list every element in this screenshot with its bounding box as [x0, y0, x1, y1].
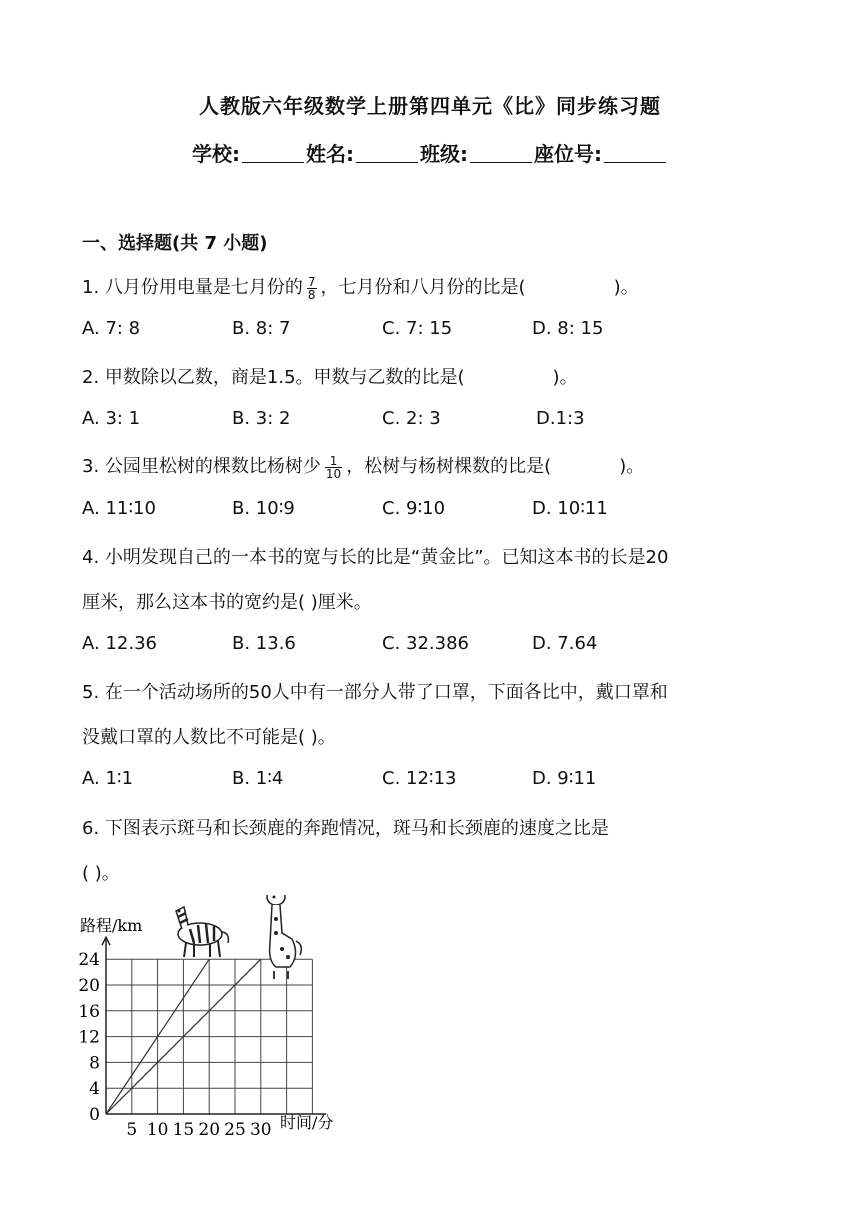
y-tick-label: 4	[89, 1079, 100, 1100]
zebra-icon	[176, 907, 228, 957]
question-3-end: )。	[619, 456, 645, 477]
question-3-suffix: ，松树与杨树棵数的比是(	[346, 456, 552, 477]
q4-option-d[interactable]: D. 7.64	[532, 633, 598, 654]
q1-option-a[interactable]: A. 7: 8	[82, 318, 141, 339]
x-axis-label: 时间/分	[280, 1113, 334, 1132]
student-info-line	[0, 138, 860, 167]
y-tick-label: 16	[78, 1001, 100, 1022]
q3-option-a[interactable]: A. 11∶10	[82, 498, 156, 519]
y-tick-label: 0	[89, 1105, 100, 1125]
question-4-line-2: 厘米，那么这本书的宽约是( )厘米。	[82, 592, 372, 613]
y-axis-label: 路程/km	[80, 916, 143, 935]
section-heading: 一、选择题(共 7 小题)	[82, 233, 268, 254]
q2-option-c[interactable]: C. 2: 3	[382, 408, 441, 429]
question-6-line-1: 6. 下图表示斑马和长颈鹿的奔跑情况，斑马和长颈鹿的速度之比是	[82, 818, 609, 839]
q5-option-a[interactable]: A. 1∶1	[82, 768, 134, 789]
x-tick-label: 5	[126, 1120, 138, 1140]
y-tick-label: 12	[78, 1027, 100, 1048]
x-tick-label: 10	[146, 1120, 169, 1140]
x-tick-label: 20	[198, 1120, 221, 1140]
q4-option-a[interactable]: A. 12.36	[82, 633, 157, 654]
question-1-fraction	[307, 276, 317, 301]
y-tick-label: 8	[89, 1053, 100, 1074]
fraction-numerator: 7	[307, 274, 316, 289]
seat-label: 座位号:	[534, 142, 602, 166]
x-tick-label: 25	[224, 1120, 246, 1140]
x-tick-label: 30	[249, 1120, 272, 1140]
name-blank[interactable]	[356, 144, 418, 163]
q3-option-b[interactable]: B. 10∶9	[232, 498, 295, 519]
school-label: 学校:	[192, 142, 240, 166]
y-tick-label: 20	[78, 976, 100, 996]
q1-option-b[interactable]: B. 8: 7	[232, 318, 291, 339]
distance-time-chart	[60, 895, 370, 1145]
q5-option-d[interactable]: D. 9∶11	[532, 768, 597, 789]
question-2-text: 2. 甲数除以乙数，商是1.5。甲数与乙数的比是(	[82, 367, 465, 388]
fraction-numerator: 1	[325, 455, 342, 468]
question-1	[82, 273, 639, 301]
q1-option-d[interactable]: D. 8: 15	[532, 318, 604, 339]
q5-option-b[interactable]: B. 1∶4	[232, 768, 284, 789]
fraction-denominator: 8	[307, 287, 316, 302]
question-5-line-1: 5. 在一个活动场所的50人中有一部分人带了口罩，下面各比中，戴口罩和	[82, 682, 668, 703]
q2-option-d[interactable]: D.1:3	[536, 408, 585, 429]
question-3-prefix: 3. 公园里松树的棵数比杨树少	[82, 456, 321, 477]
q4-option-b[interactable]: B. 13.6	[232, 633, 296, 654]
q1-option-c[interactable]: C. 7: 15	[382, 318, 453, 339]
question-3-fraction	[325, 455, 342, 480]
question-3	[82, 452, 644, 480]
x-tick-label: 15	[172, 1120, 195, 1140]
q5-option-c[interactable]: C. 12∶13	[382, 768, 457, 789]
school-blank[interactable]	[242, 144, 304, 163]
y-tick-label: 24	[78, 950, 100, 971]
question-1-end: )。	[613, 277, 639, 298]
question-6-line-2: ( )。	[82, 863, 120, 884]
page-title: 人教版六年级数学上册第四单元《比》同步练习题	[199, 94, 661, 118]
question-2-end: )。	[552, 367, 578, 388]
question-1-suffix: ，七月份和八月份的比是(	[320, 277, 526, 298]
q2-option-b[interactable]: B. 3: 2	[232, 408, 291, 429]
class-label: 班级:	[420, 142, 468, 166]
q4-option-c[interactable]: C. 32.386	[382, 633, 469, 654]
fraction-denominator: 10	[325, 466, 342, 481]
giraffe-icon	[267, 895, 301, 979]
question-1-prefix: 1. 八月份用电量是七月份的	[82, 277, 303, 298]
question-4-line-1: 4. 小明发现自己的一本书的宽与长的比是“黄金比”。已知这本书的长是20	[82, 547, 669, 568]
seat-blank[interactable]	[604, 144, 666, 163]
q3-option-d[interactable]: D. 10∶11	[532, 498, 608, 519]
question-2	[82, 363, 578, 389]
chart-grid	[106, 959, 312, 1114]
q3-option-c[interactable]: C. 9∶10	[382, 498, 446, 519]
name-label: 姓名:	[306, 142, 354, 166]
question-5-line-2: 没戴口罩的人数比不可能是( )。	[82, 727, 336, 748]
class-blank[interactable]	[470, 144, 532, 163]
q2-option-a[interactable]: A. 3: 1	[82, 408, 141, 429]
